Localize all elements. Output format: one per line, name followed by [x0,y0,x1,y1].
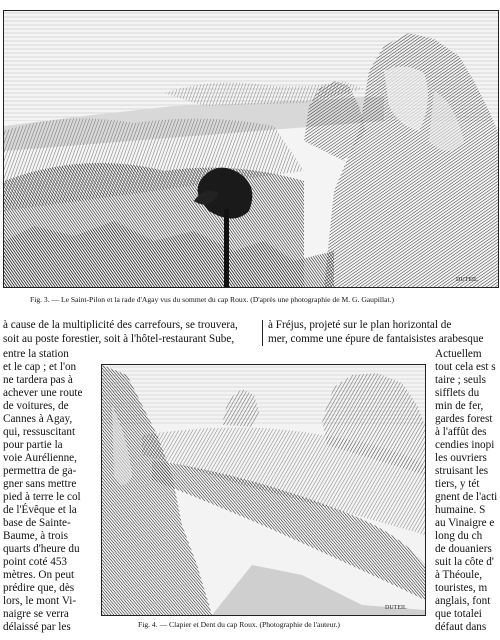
left-line: de voitures, de [3,400,69,412]
right-line: tiers, y tét [435,478,480,490]
right-line: sifflets du [435,387,480,399]
right-line: au Vinaigre e [435,517,495,529]
right-line: gardes forest [435,413,493,425]
intro-right-line-2: mer, comme une épure de fantaisistes arabesque [268,333,484,345]
figure-3-caption: Fig. 3. — Le Saint-Pilon et la rade d'Agay vus du sommet du cap Roux. (D'après une photographie de M. G. Gaupillat.) [30,295,395,304]
column-divider [262,320,263,346]
right-line: à Théoule, [435,569,483,581]
left-line: pour partie la [3,439,63,451]
right-line: gnent de l'acti [435,491,498,503]
right-line: long du ch [435,530,483,542]
right-line: min de fer, [435,400,484,412]
right-line: à l'affût des [435,426,487,438]
right-line: taire ; seuls [435,374,486,386]
intro-left-line-1: à cause de la multiplicité des carrefours, se trouvera, [3,319,238,331]
right-line: humaine. S [435,504,486,516]
left-line: permettra de ga- [3,465,77,477]
left-line: délaissé par les [3,621,71,633]
left-line: achever une route [3,387,83,399]
left-line: ne tardera pas à [3,374,73,386]
right-line: struisant les [435,465,489,477]
left-line: Cannes à Agay, [3,413,73,425]
figure-3-engraving [3,10,499,288]
right-line: Actuellem [435,348,482,360]
right-line: de douaniers [435,543,492,555]
right-line: cendies inopi [435,439,495,451]
right-line: suit la côte d' [435,556,494,568]
left-line: entre la station [3,348,69,360]
right-line: tout cela est s [435,361,496,373]
right-line: que totalei [435,608,482,620]
fig4-signature: DUTEIL [385,605,407,611]
intro-right-line-1: à Fréjus, projeté sur le plan horizontal de [268,319,452,331]
right-line: touristes, m [435,582,488,594]
left-line: base de Sainte- [3,517,71,529]
left-line: point coté 453 [3,556,68,568]
left-line: et le cap ; et l'on [3,361,77,373]
left-line: de l'Évêque et la [3,504,77,516]
left-line: naigre se verra [3,608,69,620]
right-line: les ouvriers [435,452,487,464]
left-line: quarts d'heure du [3,543,80,555]
right-line: anglais, font [435,595,491,607]
left-line: gner sans mettre [3,478,77,490]
left-line: prédire que, dès [3,582,75,594]
left-line: pied à terre le col [3,491,81,503]
left-line: voie Aurélienne, [3,452,77,464]
fig3-signature: DUTEIL [456,277,478,283]
intro-left-line-2: soit au poste forestier, soit à l'hôtel-restaurant Sube, [3,333,235,345]
figure-4-caption: Fig. 4. — Clapier et Dent du cap Roux. (Photographie de l'auteur.) [138,620,340,629]
left-line: lors, le mont Vi- [3,595,77,607]
left-line: mètres. On peut [3,569,75,581]
left-line: qui, ressuscitant [3,426,76,438]
left-line: Baume, à trois [3,530,68,542]
right-line: défaut dans [435,621,487,633]
figure-4-engraving [101,364,426,616]
